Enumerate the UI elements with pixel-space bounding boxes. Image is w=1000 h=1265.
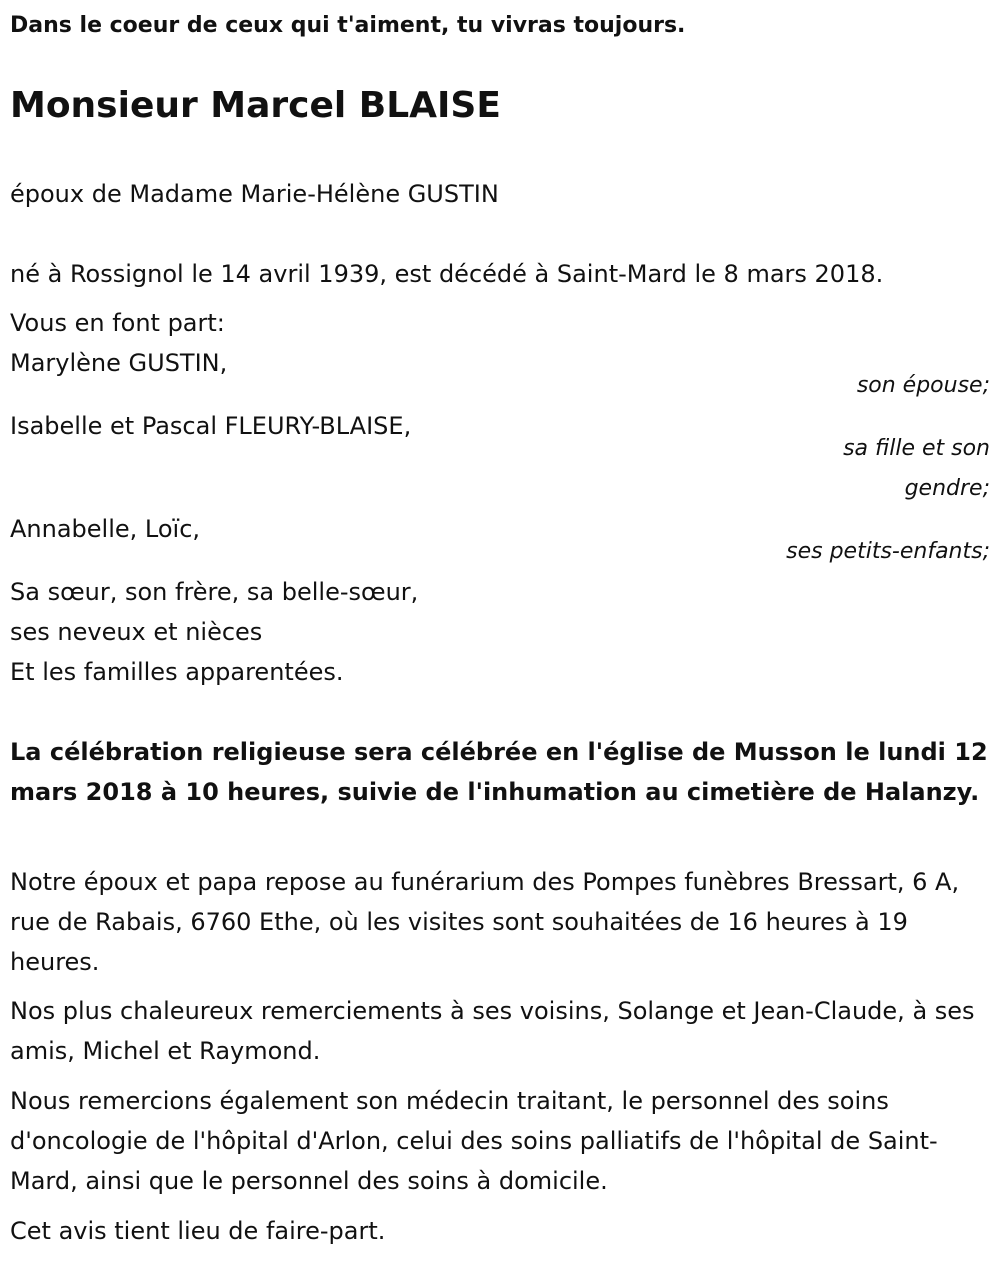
- ceremony-paragraph: La célébration religieuse sera célébrée en l'église de Musson le lundi 12 mars 2018 à 10 heures, suivie de l'inhumation au cimetière de Halanzy.: [10, 738, 988, 806]
- family-names-spouse: Marylène GUSTIN,: [10, 349, 228, 377]
- spouse-line: époux de Madame Marie-Hélène GUSTIN: [10, 180, 499, 208]
- relatives-line-3: Et les familles apparentées.: [10, 658, 344, 686]
- announce-intro: Vous en font part:: [10, 309, 225, 337]
- thanks-paragraph-2: Nous remercions également son médecin traitant, le personnel des soins d'oncologie de l'hôpital d'Arlon, celui des soins palliatifs de l'hôpital de Saint-Mard, ainsi que le personnel des soins à domicile.: [10, 1087, 938, 1195]
- thanks-paragraph-1: Nos plus chaleureux remerciements à ses voisins, Solange et Jean-Claude, à ses amis, Michel et Raymond.: [10, 997, 975, 1065]
- family-role-daughter-line1: sa fille et son: [843, 436, 990, 461]
- family-role-daughter-line2: gendre;: [904, 476, 990, 501]
- relatives-line-2: ses neveux et nièces: [10, 618, 263, 646]
- family-names-daughter: Isabelle et Pascal FLEURY-BLAISE,: [10, 412, 412, 440]
- closing-line: Cet avis tient lieu de faire-part.: [10, 1217, 386, 1245]
- deceased-name: Monsieur Marcel BLAISE: [10, 85, 501, 126]
- relatives-line-1: Sa sœur, son frère, sa belle-sœur,: [10, 578, 419, 606]
- family-role-grandchildren: ses petits-enfants;: [786, 539, 990, 564]
- family-role-spouse: son épouse;: [856, 373, 990, 398]
- visits-paragraph: Notre époux et papa repose au funérarium des Pompes funèbres Bressart, 6 A, rue de Rabais, 6760 Ethe, où les visites sont souhaitées de 16 heures à 19 heures.: [10, 868, 960, 976]
- family-names-grandchildren: Annabelle, Loïc,: [10, 515, 201, 543]
- birth-death-line: né à Rossignol le 14 avril 1939, est décédé à Saint-Mard le 8 mars 2018.: [10, 260, 884, 288]
- epigraph: Dans le coeur de ceux qui t'aiment, tu vivras toujours.: [10, 13, 686, 38]
